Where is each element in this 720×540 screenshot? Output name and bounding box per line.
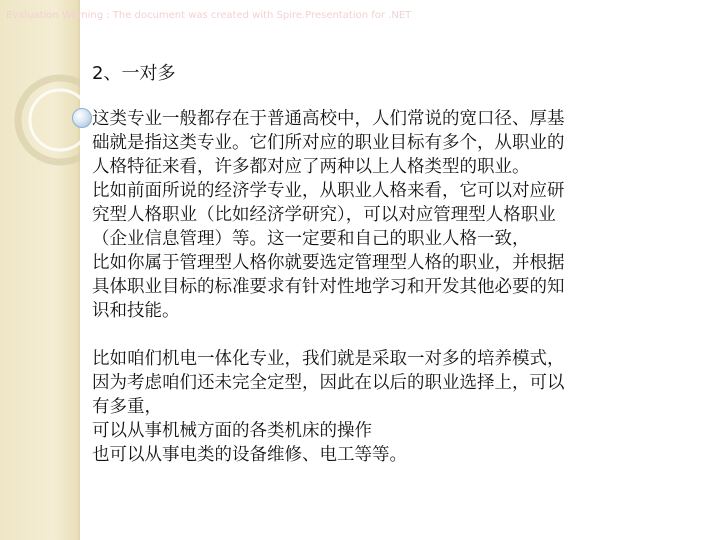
body-line: 可以从事机械方面的各类机床的操作 [92, 421, 372, 441]
body-line: 因为考虑咱们还未完全定型，因此在以后的职业选择上，可以 [92, 373, 565, 393]
bullet-circle-icon [72, 108, 92, 128]
body-line: 也可以从事电类的设备维修、电工等等。 [92, 445, 407, 465]
slide-heading: 2、一对多 [92, 63, 176, 84]
body-line: 人格特征来看，许多都对应了两种以上人格类型的职业。 [92, 157, 530, 177]
paragraph-spacer [92, 323, 637, 347]
body-line: 具体职业目标的标准要求有针对性地学习和开发其他必要的知 [92, 277, 565, 297]
decorative-arcs [0, 60, 80, 180]
body-line: （企业信息管理）等。这一定要和自己的职业人格一致， [92, 229, 530, 249]
slide-body [92, 107, 637, 467]
body-line: 础就是指这类专业。它们所对应的职业目标有多个，从职业的 [92, 133, 565, 153]
body-line: 究型人格职业（比如经济学研究），可以对应管理型人格职业 [92, 205, 556, 225]
body-line: 比如你属于管理型人格你就要选定管理型人格的职业，并根据 [92, 253, 565, 273]
body-line: 有多重， [92, 397, 162, 417]
body-line: 这类专业一般都存在于普通高校中，人们常说的宽口径、厚基 [92, 109, 565, 129]
evaluation-watermark: Evaluation Warning : The document was created with Spire.Presentation for .NET [6, 10, 412, 21]
body-line: 比如咱们机电一体化专业，我们就是采取一对多的培养模式， [92, 349, 565, 369]
body-line: 比如前面所说的经济学专业，从职业人格来看，它可以对应研 [92, 181, 565, 201]
body-line: 识和技能。 [92, 301, 180, 321]
